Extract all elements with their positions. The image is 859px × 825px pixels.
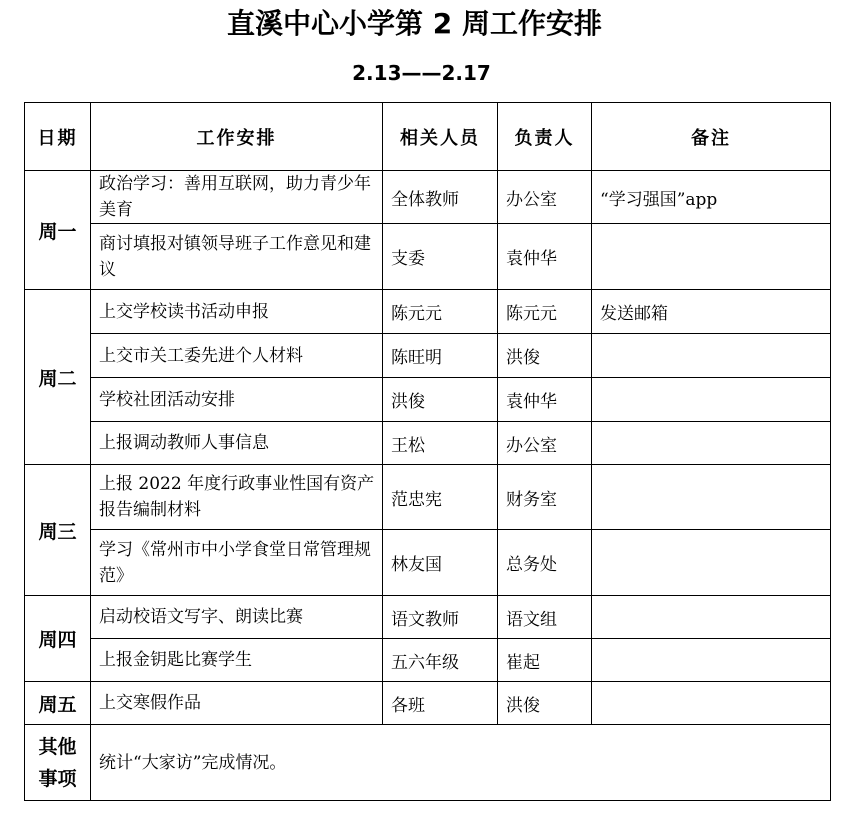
responsible-cell: 袁仲华 xyxy=(498,378,592,422)
table-row xyxy=(25,639,831,682)
day-cell-tue: 周二 xyxy=(25,290,91,465)
related-cell: 王松 xyxy=(383,422,498,465)
related-cell: 洪俊 xyxy=(383,378,498,422)
task-cell: 上报金钥匙比赛学生 xyxy=(91,639,383,682)
page-title: 直溪中心小学第 2 周工作安排 xyxy=(227,7,602,40)
day-cell-thu: 周四 xyxy=(25,596,91,682)
related-cell: 支委 xyxy=(383,224,498,290)
table-row xyxy=(25,682,831,725)
responsible-cell: 总务处 xyxy=(498,530,592,596)
note-cell xyxy=(592,422,831,465)
date-range: 2.13——2.17 xyxy=(352,61,491,85)
responsible-cell: 洪俊 xyxy=(498,682,592,725)
note-cell: “学习强国”app xyxy=(592,171,831,224)
task-cell: 学习《常州市中小学食堂日常管理规范》 xyxy=(91,530,383,596)
table-row xyxy=(25,422,831,465)
table-row xyxy=(25,378,831,422)
task-cell: 上交市关工委先进个人材料 xyxy=(91,334,383,378)
header-date: 日期 xyxy=(25,103,91,171)
table-row xyxy=(25,290,831,334)
header-row xyxy=(25,103,831,171)
responsible-cell: 陈元元 xyxy=(498,290,592,334)
responsible-cell: 财务室 xyxy=(498,465,592,530)
note-cell xyxy=(592,465,831,530)
note-cell xyxy=(592,378,831,422)
related-cell: 五六年级 xyxy=(383,639,498,682)
related-cell: 全体教师 xyxy=(383,171,498,224)
header-related: 相关人员 xyxy=(383,103,498,171)
responsible-cell: 语文组 xyxy=(498,596,592,639)
table-row xyxy=(25,465,831,530)
table-row xyxy=(25,171,831,224)
header-responsible: 负责人 xyxy=(498,103,592,171)
header-notes: 备注 xyxy=(592,103,831,171)
other-label-line1: 其他 xyxy=(38,735,77,758)
task-cell: 启动校语文写字、朗读比赛 xyxy=(91,596,383,639)
task-cell: 商讨填报对镇领导班子工作意见和建议 xyxy=(91,224,383,290)
task-cell: 上交学校读书活动申报 xyxy=(91,290,383,334)
task-cell: 学校社团活动安排 xyxy=(91,378,383,422)
note-cell xyxy=(592,334,831,378)
related-cell: 各班 xyxy=(383,682,498,725)
related-cell: 陈元元 xyxy=(383,290,498,334)
task-cell: 上交寒假作品 xyxy=(91,682,383,725)
note-cell: 发送邮箱 xyxy=(592,290,831,334)
schedule-table xyxy=(24,102,831,801)
responsible-cell: 崔起 xyxy=(498,639,592,682)
header-work: 工作安排 xyxy=(91,103,383,171)
related-cell: 语文教师 xyxy=(383,596,498,639)
responsible-cell: 袁仲华 xyxy=(498,224,592,290)
table-row xyxy=(25,530,831,596)
day-cell-wed: 周三 xyxy=(25,465,91,596)
note-cell xyxy=(592,224,831,290)
related-cell: 林友国 xyxy=(383,530,498,596)
responsible-cell: 洪俊 xyxy=(498,334,592,378)
task-cell: 政治学习：善用互联网，助力青少年美育 xyxy=(91,171,383,224)
related-cell: 陈旺明 xyxy=(383,334,498,378)
table-row xyxy=(25,224,831,290)
day-cell-fri: 周五 xyxy=(25,682,91,725)
day-cell-mon: 周一 xyxy=(25,171,91,290)
note-cell xyxy=(592,639,831,682)
responsible-cell: 办公室 xyxy=(498,422,592,465)
other-content-cell: 统计“大家访”完成情况。 xyxy=(91,725,831,801)
other-label-cell xyxy=(25,725,91,801)
note-cell xyxy=(592,682,831,725)
note-cell xyxy=(592,596,831,639)
other-label-line2: 事项 xyxy=(38,767,77,790)
responsible-cell: 办公室 xyxy=(498,171,592,224)
table-row xyxy=(25,334,831,378)
other-row xyxy=(25,725,831,801)
task-cell: 上报调动教师人事信息 xyxy=(91,422,383,465)
table-row xyxy=(25,596,831,639)
task-cell: 上报 2022 年度行政事业性国有资产报告编制材料 xyxy=(91,465,383,530)
related-cell: 范忠宪 xyxy=(383,465,498,530)
note-cell xyxy=(592,530,831,596)
